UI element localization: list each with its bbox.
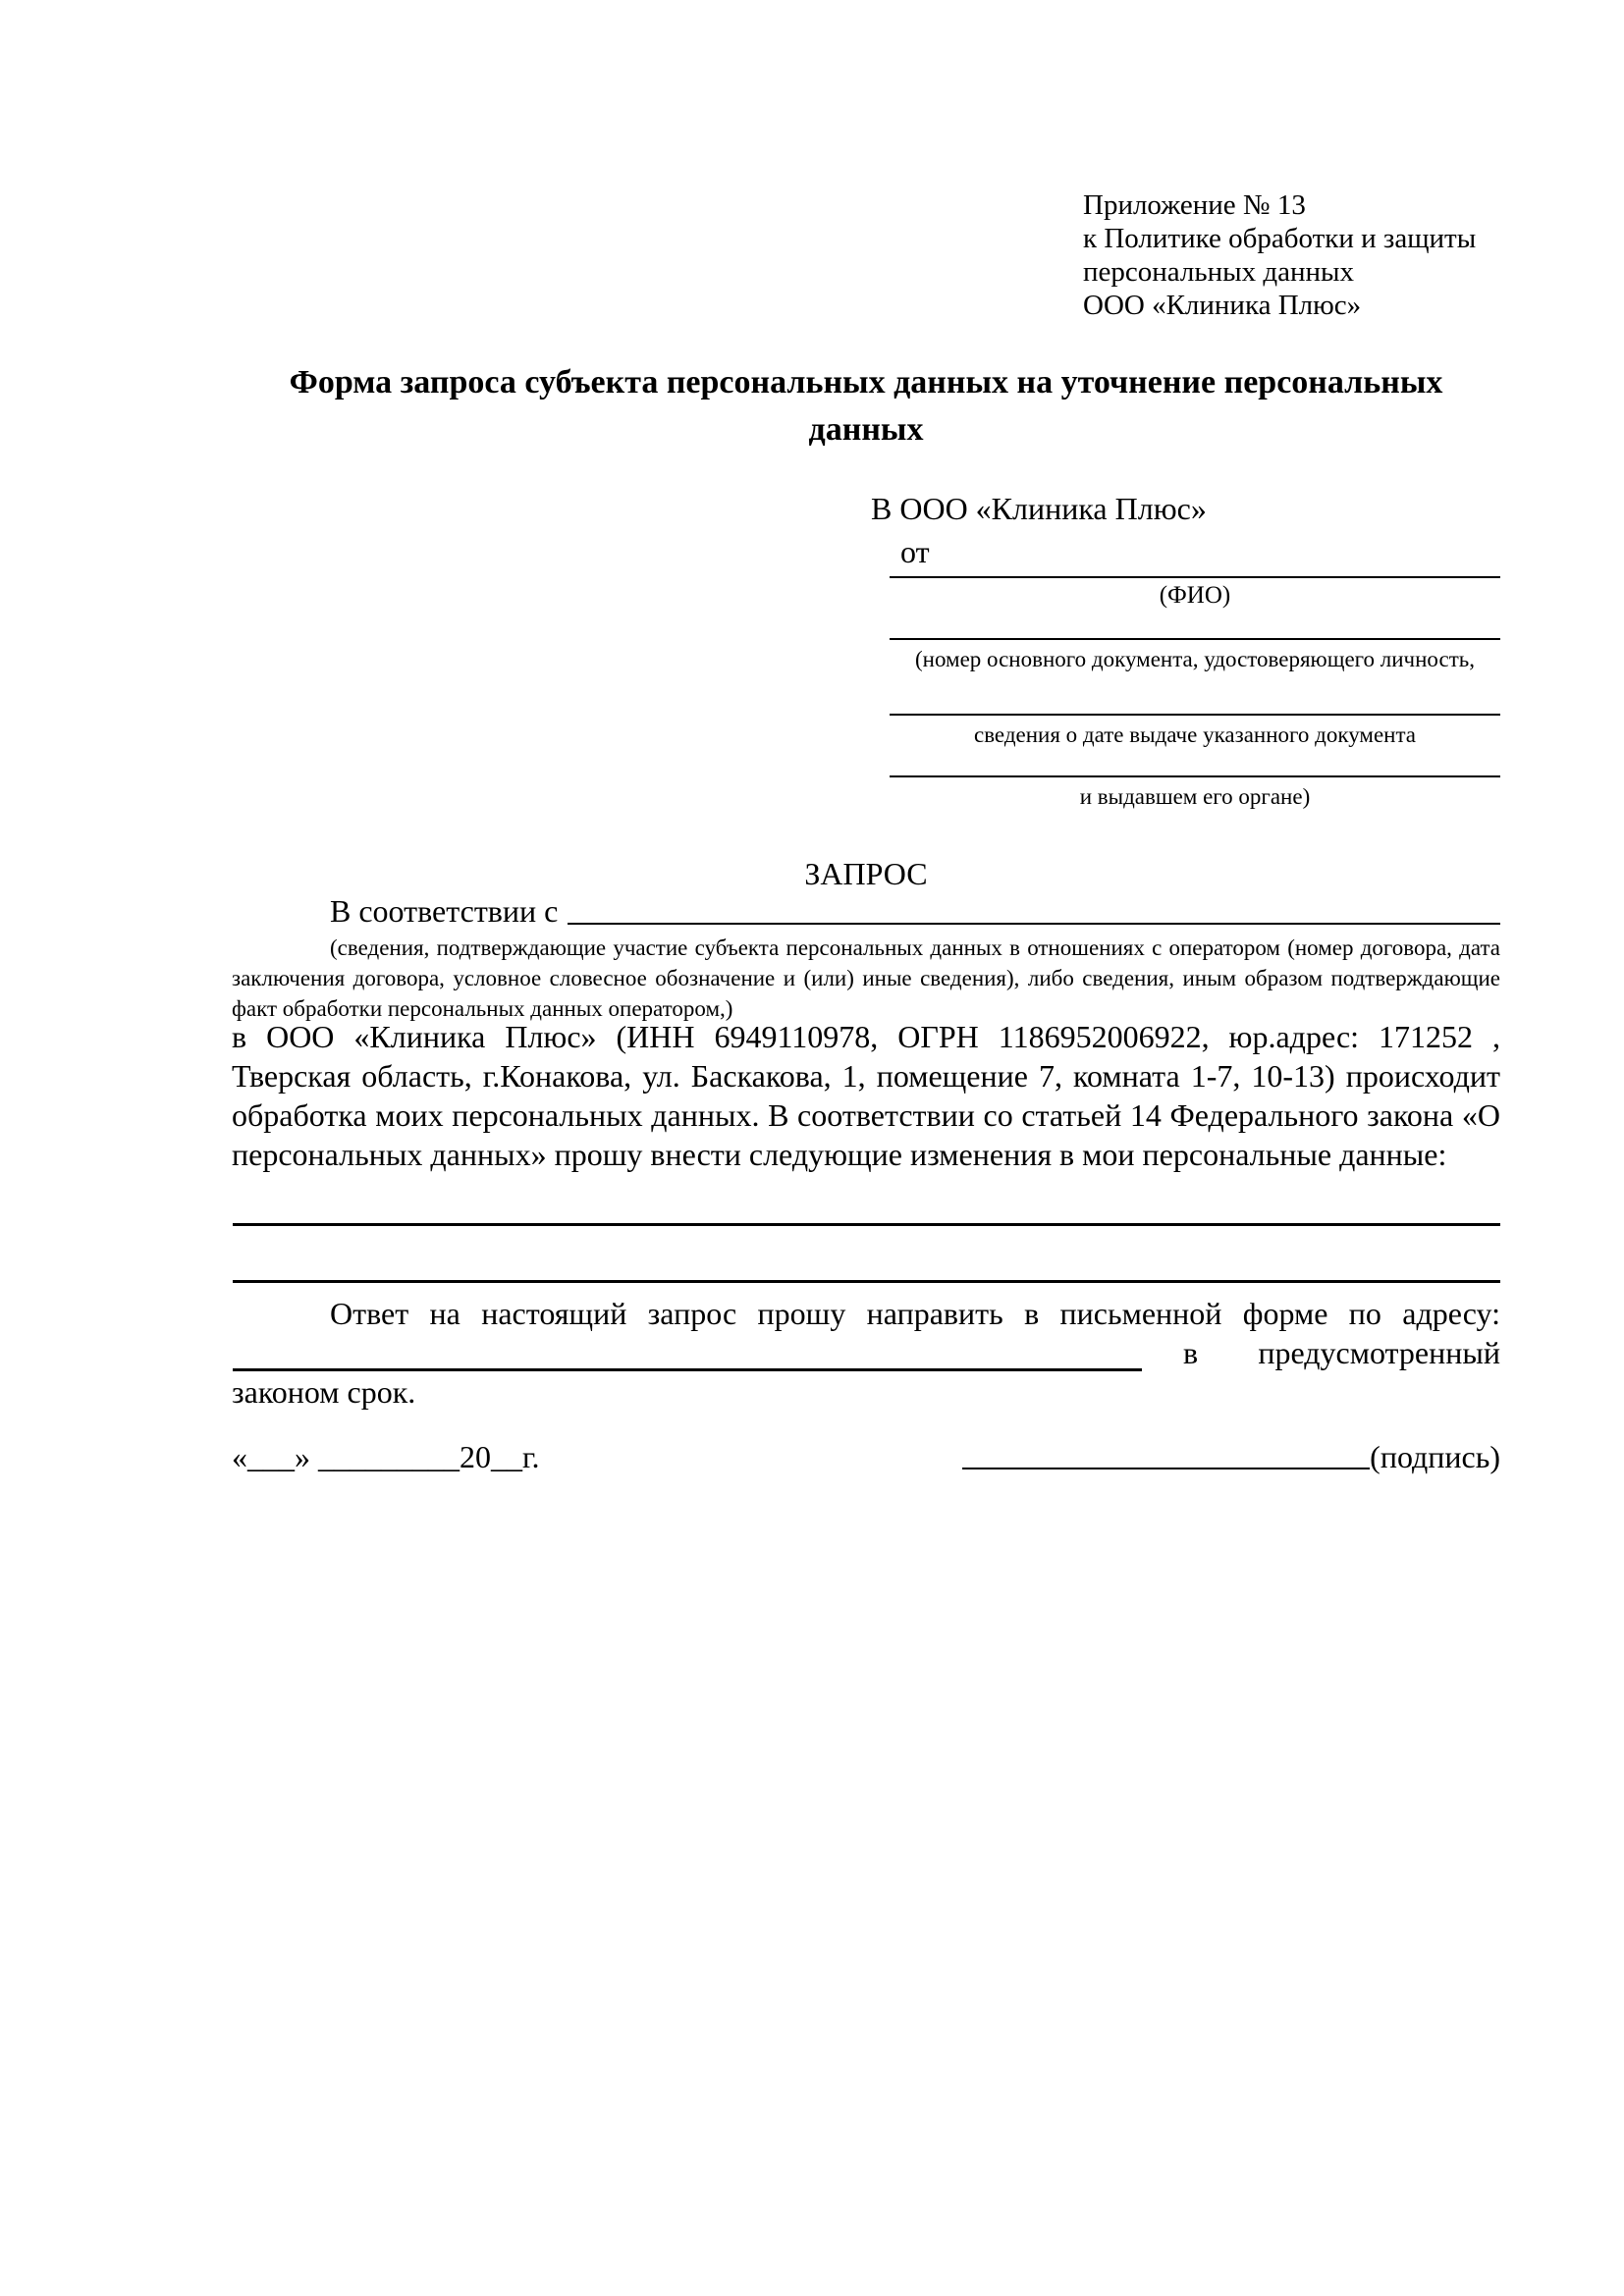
signature-caption: (подпись) <box>1370 1439 1500 1474</box>
addressee-from-label: от <box>900 534 930 569</box>
signature-blank-line <box>962 1468 1370 1469</box>
intro-blank-line <box>568 923 1500 925</box>
issue-date-caption: сведения о дате выдаче указанного документа <box>973 722 1417 747</box>
appendix-line-1: Приложение № 13 <box>1083 189 1306 221</box>
changes-blank-line-1 <box>233 1223 1500 1226</box>
issuing-authority-blank-line <box>890 775 1500 777</box>
appendix-header <box>1083 188 1515 322</box>
fio-blank-line <box>890 576 1500 578</box>
document-number-caption: (номер основного документа, удостоверяющего личность, <box>914 647 1475 671</box>
addressee-to: В ООО «Клиника Плюс» <box>871 491 1207 526</box>
fio-caption: (ФИО) <box>1159 582 1231 609</box>
response-address-row <box>232 1333 1500 1372</box>
page-title: Форма запроса субъекта персональных данных на уточнение персональных данных <box>289 364 1443 448</box>
footer-row <box>232 1437 1500 1476</box>
changes-blank-line-2 <box>233 1280 1500 1283</box>
issuing-authority-caption: и выдавшем его органе) <box>1079 784 1311 809</box>
intro-row <box>232 891 1500 931</box>
signature-area <box>962 1437 1500 1476</box>
date-blank: «___» _________20__г. <box>232 1439 540 1474</box>
appendix-line-4: ООО «Клиника Плюс» <box>1083 290 1362 321</box>
request-body: в ООО «Клиника Плюс» (ИНН 6949110978, ОГРН 1186952006922, юр.адрес: 171252 , Тверская область, г.Конакова, ул. Баскакова, 1, помещение 7, комната 1-7, 10-13) происходит обработка моих персональных данных. В соответствии со статьей 14 Федерального закона «О персональных данных» прошу внести следующие изменения в мои персональные данные: <box>232 1019 1500 1172</box>
address-blank-line <box>233 1368 1142 1371</box>
request-heading: ЗАПРОС <box>804 856 928 891</box>
appendix-line-2: к Политике обработки и защиты <box>1083 223 1477 254</box>
response-sentence: Ответ на настоящий запрос прошу направить в письменной форме по адресу: <box>330 1296 1500 1331</box>
document-number-blank-line <box>890 638 1500 640</box>
fine-print: (сведения, подтверждающие участие субъекта персональных данных в отношениях с оператором (номер договора, дата заключения договора, условное словесное обозначение и (или) иные сведения), либо сведения, иным образом подтверждающие факт обработки персональных данных оператором,) <box>232 935 1500 1021</box>
issue-date-blank-line <box>890 714 1500 716</box>
response-paragraph <box>232 1294 1500 1412</box>
response-word-in: в <box>1183 1335 1199 1370</box>
response-word-term: предусмотренный <box>1258 1335 1500 1370</box>
appendix-line-3: персональных данных <box>1083 256 1355 288</box>
response-tail: законом срок. <box>232 1374 416 1410</box>
intro-prefix: В соответствии с <box>330 893 559 929</box>
